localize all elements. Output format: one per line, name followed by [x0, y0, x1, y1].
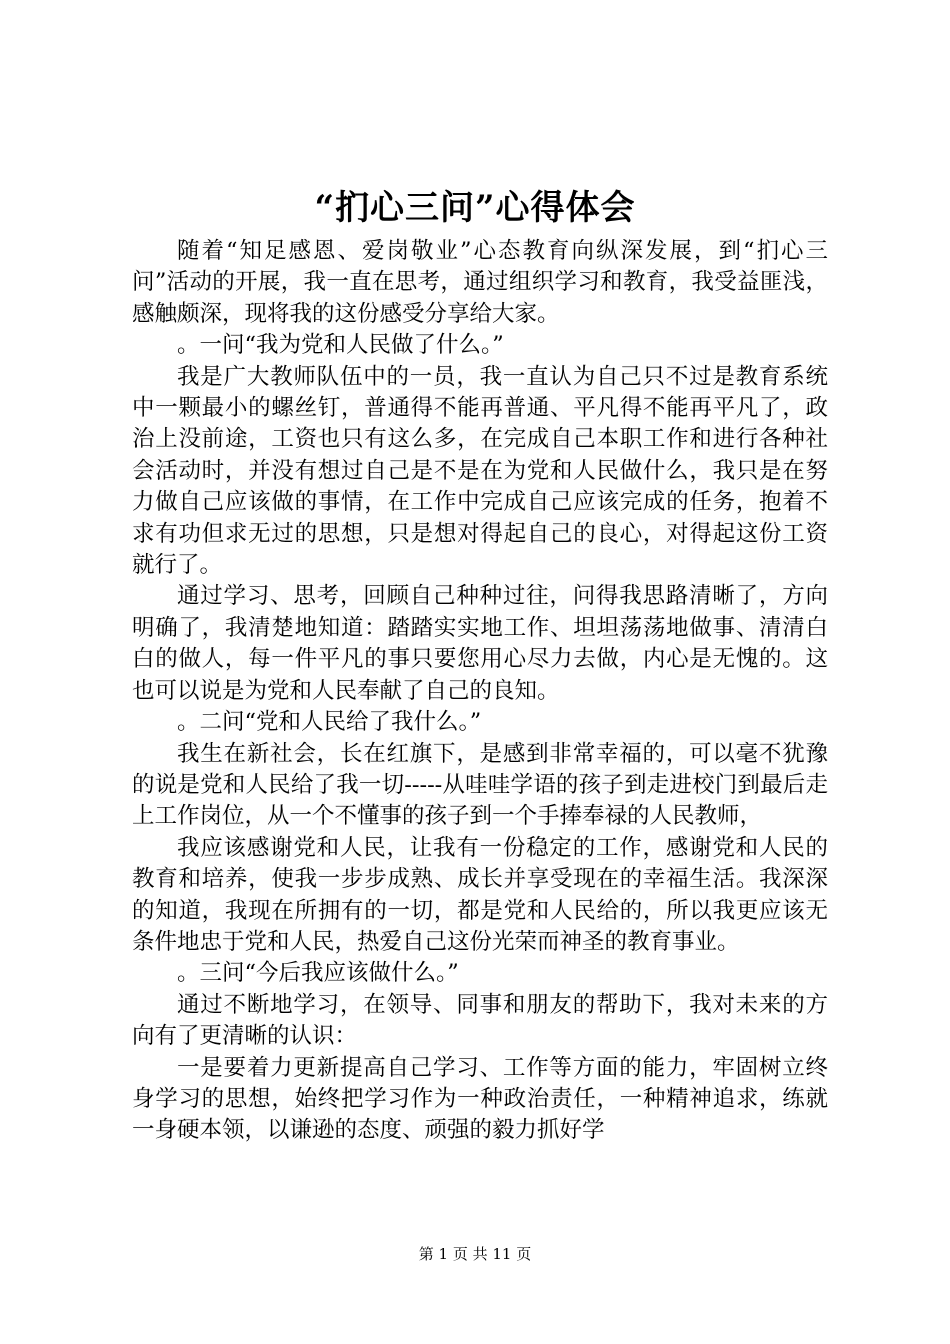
paragraph: 一是要着力更新提高自己学习、工作等方面的能力，牢固树立终身学习的思想，始终把学习作为一种政治责任，一种精神追求，练就一身硬本领，以谦逊的态度、顽强的毅力抓好学: [132, 1054, 828, 1144]
paragraph: 我生在新社会，长在红旗下，是感到非常幸福的，可以毫不犹豫的说是党和人民给了我一切-----从哇哇学语的孩子到走进校门到最后走上工作岗位，从一个不懂事的孩子到一个手捧奉禄的人民教师，: [132, 740, 828, 830]
document-title: “扪心三问”心得体会: [314, 188, 636, 228]
question-two-heading: 。二问“党和人民给了我什么。”: [177, 709, 482, 736]
paragraph: 通过学习、思考，回顾自己种种过往，问得我思路清晰了，方向明确了，我清楚地知道：踏踏实实地工作、坦坦荡荡地做事、清清白白的做人，每一件平凡的事只要您用心尽力去做，内心是无愧的。这也可以说是为党和人民奉献了自己的良知。: [132, 583, 828, 704]
page-footer: 第 1 页 共 11 页: [418, 1245, 532, 1263]
question-one-heading: 。一问“我为党和人民做了什么。”: [177, 332, 504, 359]
paragraph: 我应该感谢党和人民，让我有一份稳定的工作，感谢党和人民的教育和培养，使我一步步成熟、成长并享受现在的幸福生活。我深深的知道，我现在所拥有的一切，都是党和人民给的，所以我更应该无条件地忠于党和人民，热爱自己这份光荣而神圣的教育事业。: [132, 834, 828, 955]
document-body: [132, 236, 828, 1147]
paragraph: 通过不断地学习，在领导、同事和朋友的帮助下，我对未来的方向有了更清晰的认识：: [132, 991, 828, 1050]
paragraph: 我是广大教师队伍中的一员，我一直认为自己只不过是教育系统中一颗最小的螺丝钉，普通得不能再普通、平凡得不能再平凡了，政治上没前途，工资也只有这么多，在完成自己本职工作和进行各种社会活动时，并没有想过自己是不是在为党和人民做什么，我只是在努力做自己应该做的事情，在工作中完成自己应该完成的任务，抱着不求有功但求无过的思想，只是想对得起自己的良心，对得起这份工资就行了。: [132, 363, 828, 579]
paragraph-intro: 随着“知足感恩、爱岗敬业”心态教育向纵深发展，到“扪心三问”活动的开展，我一直在思考，通过组织学习和教育，我受益匪浅，感触颇深，现将我的这份感受分享给大家。: [132, 238, 828, 327]
question-three-heading: 。三问“今后我应该做什么。”: [177, 960, 459, 987]
